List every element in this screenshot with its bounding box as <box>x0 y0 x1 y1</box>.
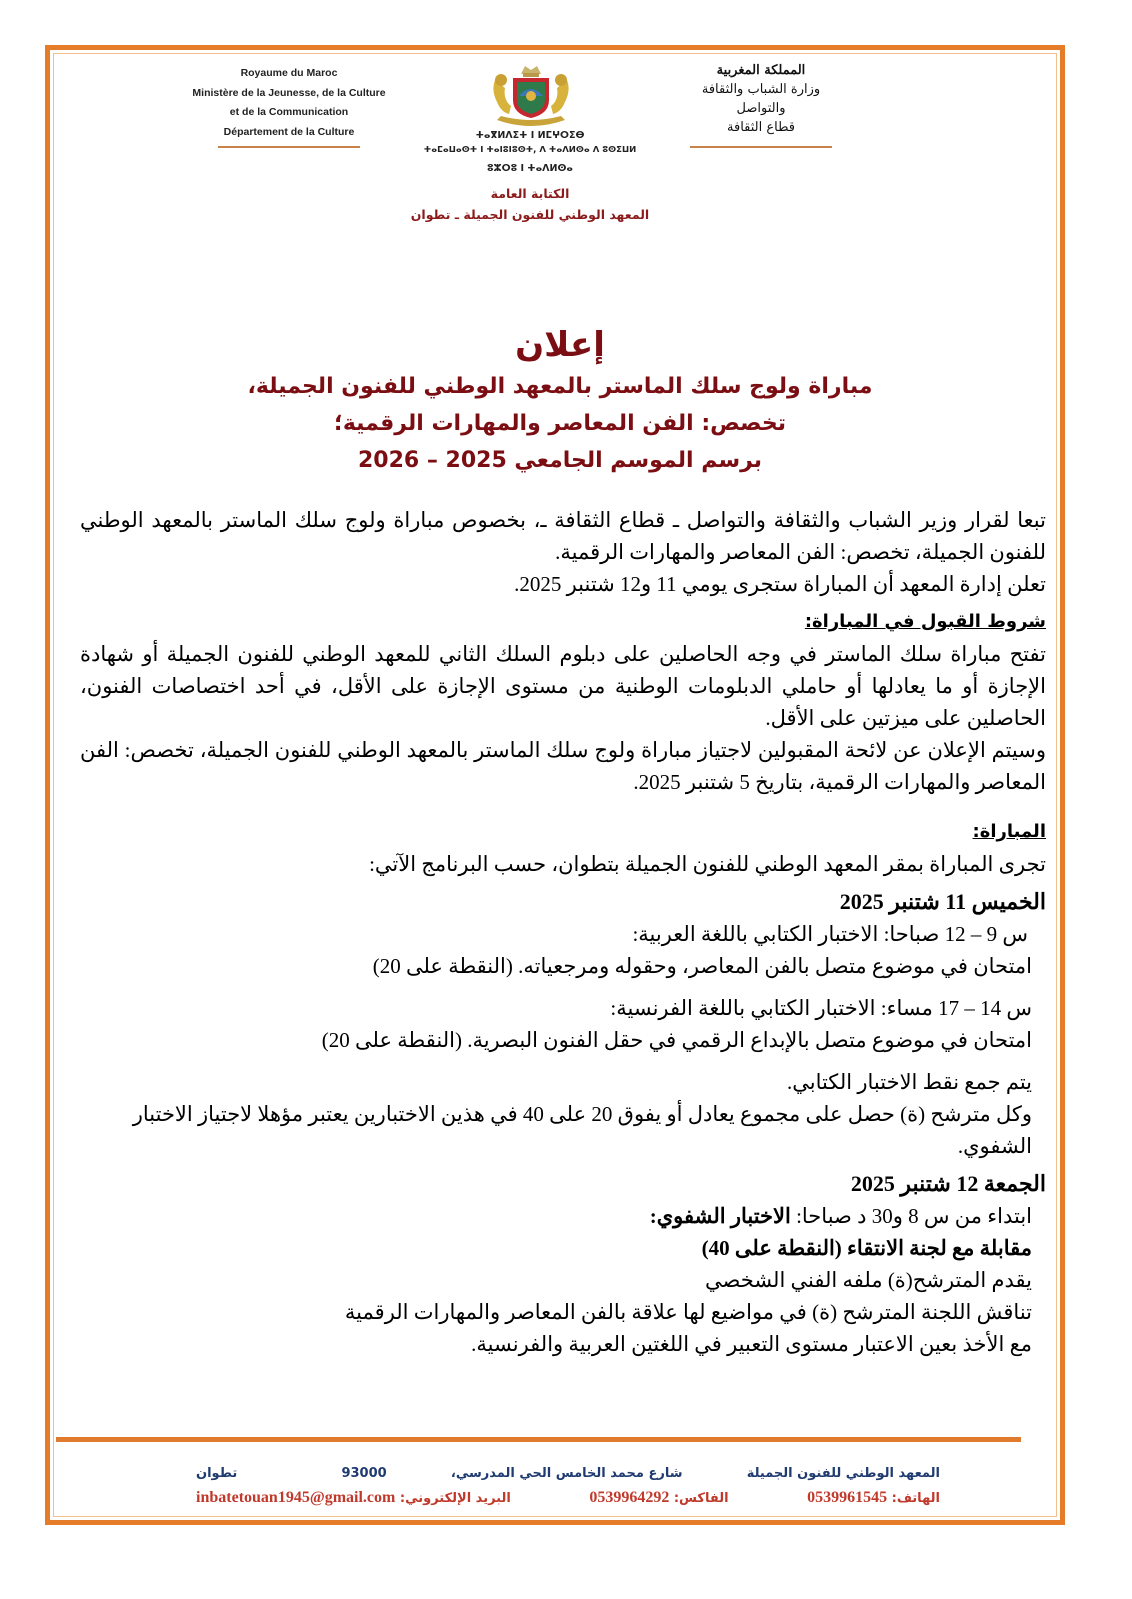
footer-city: تطوان <box>196 1466 238 1481</box>
footer-street: شارع محمد الخامس الحي المدرسي، <box>450 1466 683 1481</box>
footer-phone-label: الهاتف: <box>891 1491 940 1506</box>
header-fr-line2: Ministère de la Jeunesse, de la Culture <box>192 86 386 99</box>
footer-institute: المعهد الوطني للفنون الجميلة <box>746 1466 940 1481</box>
footer-fax-number: 0539964292 <box>589 1489 670 1506</box>
header-fr-line1: Royaume du Maroc <box>240 67 338 79</box>
intro-paragraph: تبعا لقرار وزير الشباب والثقافة والتواصل ـ قطاع الثقافة ـ، بخصوص مباراة ولوج سلك الماستر بالمعهد الوطني للفنون الجميلة، تخصص: الفن المعاصر والمهارات الرقمية. <box>80 508 1046 564</box>
footer-divider <box>56 1437 1021 1442</box>
day1-session1-time: س 9 – 12 صباحا: الاختبار الكتابي باللغة العربية: <box>632 922 1028 946</box>
header-ar-line3: والتواصل <box>736 101 786 116</box>
title-line1: مباراة ولوج سلك الماستر بالمعهد الوطني للفنون الجميلة، <box>247 374 873 399</box>
conditions-list-announcement: وسيتم الإعلان عن لائحة المقبولين لاجتياز مباراة ولوج سلك الماستر بالمعهد الوطني للفنون الجميلة، تخصص: الفن المعاصر والمهارات الرقمية، بتاريخ 5 شتنبر 2025. <box>80 738 1046 794</box>
day2-oral-label: الاختبار الشفوي: <box>649 1204 791 1228</box>
day2-interview: مقابلة مع لجنة الانتقاء (النقطة على 40) <box>701 1236 1032 1260</box>
footer-contact-row <box>196 1486 940 1511</box>
intro-date: تعلن إدارة المعهد أن المباراة ستجرى يومي 11 و12 شتنبر 2025. <box>514 572 1046 596</box>
footer <box>196 1462 940 1511</box>
day2-line2: تناقش اللجنة المترشح (ة) في مواضيع لها علاقة بالفن المعاصر والمهارات الرقمية <box>344 1300 1032 1324</box>
day1-note2: وكل مترشح (ة) حصل على مجموع يعادل أو يفوق 20 على 40 في هذين الاختبارين يعتبر مؤهلا لاجتياز الاختبار الشفوي. <box>132 1102 1032 1158</box>
day1-session2-time: س 14 – 17 مساء: الاختبار الكتابي باللغة الفرنسية: <box>610 996 1032 1020</box>
exam-intro: تجرى المباراة بمقر المعهد الوطني للفنون الجميلة بتطوان، حسب البرنامج الآتي: <box>369 852 1046 876</box>
conditions-paragraph: تفتح مباراة سلك الماستر في وجه الحاصلين على دبلوم السلك الثاني للمعهد الوطني للفنون الجميلة أو شهادة الإجازة أو ما يعادلها أو حاملي الدبلومات الوطنية من مستوى الإجازة على الأقل، في أحد اختصاصات الفنون، الحاصلين على ميزتين على الأقل. <box>80 642 1046 730</box>
tifinagh-line1: ⵜⴰⴳⵍⴷⵉⵜ ⵏ ⵍⵎⵖⵔⵉⴱ <box>475 130 585 141</box>
institute-label: المعهد الوطني للفنون الجميلة ـ تطوان <box>410 207 650 222</box>
header-fr-line4: Département de la Culture <box>223 125 355 138</box>
header-ar-line4: قطاع الثقافة <box>727 120 795 135</box>
footer-phone <box>807 1486 940 1511</box>
day1-session2-desc: امتحان في موضوع متصل بالإبداع الرقمي في حقل الفنون البصرية. (النقطة على 20) <box>321 1028 1032 1052</box>
title-main: إعلان <box>515 325 605 365</box>
footer-postal: 93000 <box>341 1466 387 1481</box>
day2-line3: مع الأخذ بعين الاعتبار مستوى التعبير في اللغتين العربية والفرنسية. <box>471 1332 1032 1356</box>
coat-of-arms-icon <box>487 60 575 130</box>
footer-email-label: البريد الإلكتروني: <box>399 1491 511 1506</box>
footer-fax-label: الفاكس: <box>673 1491 729 1506</box>
title-line3: برسم الموسم الجامعي 2025 – 2026 <box>357 448 763 473</box>
tifinagh-line3: ⵓⵣⵔⵓ ⵏ ⵜⴰⴷⵍⵙⴰ <box>486 163 573 174</box>
header-ar-line2: وزارة الشباب والثقافة <box>701 82 821 97</box>
secretariat-label: الكتابة العامة <box>490 186 570 201</box>
header-arabic <box>656 61 866 137</box>
tifinagh-line2: ⵜⴰⵎⴰⵡⴰⵙⵜ ⵏ ⵜⴰⵏⵓⵏⵓⵙⵜ, ⴷ ⵜⴰⴷⵍⵙⴰ ⴷ ⵓⵙⵉⵡⵍ <box>423 145 637 155</box>
header-secretariat <box>410 183 650 225</box>
announcement-title <box>120 322 1000 479</box>
day1-note1: يتم جمع نقط الاختبار الكتابي. <box>786 1070 1032 1094</box>
day1-session1-desc: امتحان في موضوع متصل بالفن المعاصر، وحقوله ومرجعياته. (النقطة على 20) <box>372 954 1032 978</box>
footer-email-address[interactable]: inbatetouan1945@gmail.com <box>196 1489 396 1506</box>
footer-fax <box>589 1486 728 1511</box>
day2-start-prefix: ابتداء من س 8 و30 د صباحا: <box>790 1204 1032 1228</box>
header-tifinagh <box>410 128 650 176</box>
header-fr-divider <box>218 146 360 148</box>
header-french <box>180 64 398 142</box>
day2-title: الجمعة 12 شتنبر 2025 <box>850 1171 1046 1196</box>
day2-start <box>80 1200 1046 1232</box>
footer-address-row <box>196 1462 940 1486</box>
header-ar-divider <box>690 146 832 148</box>
document-body <box>80 504 1046 1360</box>
footer-phone-number: 0539961545 <box>807 1489 888 1506</box>
header-ar-line1: المملكة المغربية <box>716 63 806 78</box>
title-line2: تخصص: الفن المعاصر والمهارات الرقمية؛ <box>334 411 786 436</box>
conditions-heading: شروط القبول في المباراة: <box>804 611 1046 632</box>
footer-email <box>196 1486 511 1511</box>
day2-line1: يقدم المترشح(ة) ملفه الفني الشخصي <box>705 1268 1032 1292</box>
exam-heading: المباراة: <box>972 821 1046 842</box>
header-fr-line3: et de la Communication <box>229 106 349 118</box>
day1-title: الخميس 11 شتنبر 2025 <box>839 889 1046 914</box>
